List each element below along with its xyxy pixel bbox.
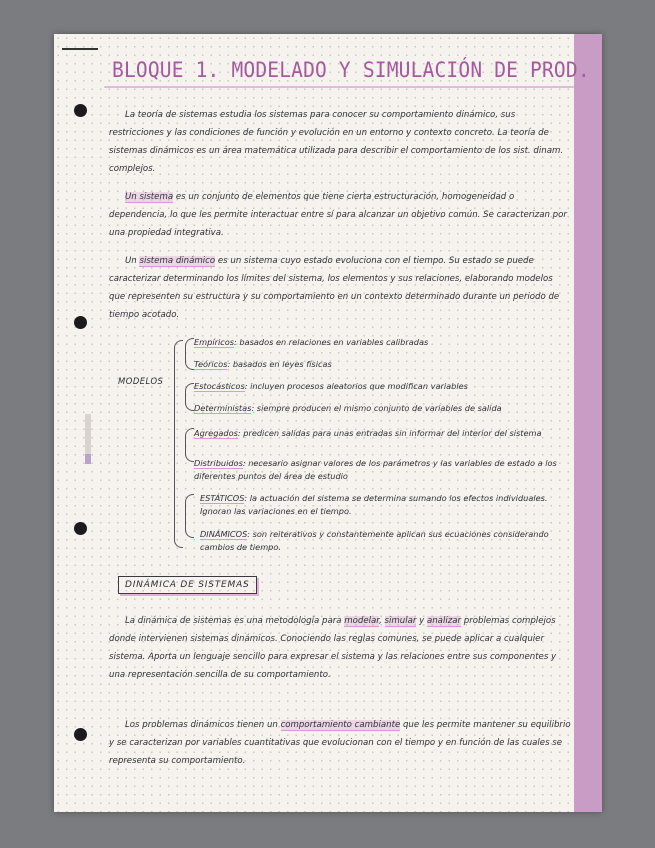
intro-text-2: es un conjunto de elementos que tiene cierta estructuración, homogeneidad o dependencia, lo que les permite interactuar entre sí para alcanzar un objetivo común. Se caracterizan por una propiedad integrativa. [109,192,567,238]
section-paragraph-1 [109,612,571,684]
intro-paragraph-2 [109,188,571,242]
intro-paragraph-3 [109,252,571,324]
term-estocasticos: Estocásticos [194,381,245,391]
section-text-1-rest: problemas complejos donde intervienen sistemas dinámicos. Conociendo las reglas comunes, se puede aplicar a cualquier sistema. Aporta un lenguaje sencillo para expresar el sistema y las relaciones entre sus componentes y una representación sencilla de su comportamiento. [109,616,557,680]
desc-deterministas: : siempre producen el mismo conjunto de variables de salida [251,403,502,413]
intro-text-3-pre: Un [125,256,140,266]
section-text-1-pre: La dinámica de sistemas es una metodología para [125,616,345,626]
intro-text-1: La teoría de sistemas estudia los sistemas para conocer su comportamiento dinámico, sus restricciones y las condiciones de función y evolución en un entorno y contexto concreto. La teoría de sistemas dinámicos es un área matemática utilizada para describir el comportamiento de los sist. dinam. complejos. [109,110,564,174]
desc-teoricos: : basados en leyes físicas [227,359,332,369]
highlight-sistema-dinamico: sistema dinámico [139,256,216,266]
brace-stochastic [185,383,194,411]
section-text-1-sep2: y [416,616,427,626]
desc-distribuidos: : necesario asignar valores de los parámetros y las variables de estado a los diferentes puntos del área de estudio [194,458,557,481]
binder-hole [74,522,87,535]
intro-text-3: es un sistema cuyo estado evoluciona con el tiempo. Su estado se puede caracterizar determinando los límites del sistema, los elementos y sus relaciones, elaborando modelos que representen su estructura y su comportamiento en un contexto determinado durante un periodo de tiempo acotado. [109,256,560,320]
binder-hole [74,316,87,329]
modelos-label: MODELOS [118,376,164,386]
highlight-analizar: analizar [426,616,462,626]
notebook-page [54,34,602,812]
term-agregados: Agregados [194,428,238,438]
desc-empiricos: : basados en relaciones en variables calibradas [234,337,429,347]
page-title: BLOQUE 1. MODELADO Y SIMULACIÓN DE PROD. [112,58,590,82]
highlight-sistema: Un sistema [125,192,174,202]
term-dinamicos: DINÁMICOS [200,529,248,539]
section-heading: DINÁMICA DE SISTEMAS [118,576,257,594]
intro-paragraph-1 [109,106,571,178]
model-estaticos [200,492,574,518]
highlight-comportamiento: comportamiento cambiante [280,720,401,730]
binder-hole [74,728,87,741]
term-distribuidos: Distribuidos [194,458,243,468]
model-empiricos [194,336,574,349]
model-agregados [194,427,574,440]
highlight-simular: simular [384,616,417,626]
model-teoricos [194,358,574,371]
model-deterministas [194,402,574,415]
section-text-2-rest: que les permite mantener su equilibrio y se caracterizan por variables cuantitativas que evolucionan con el tiempo y en función de las cuales se representa su comportamiento. [109,720,571,766]
section-text-2-pre: Los problemas dinámicos tienen un [125,720,281,730]
section-text-1-sep1: , [379,616,385,626]
desc-estocasticos: : incluyen procesos aleatorios que modifican variables [244,381,468,391]
model-distribuidos [194,457,574,483]
brace-empirical [185,338,194,370]
page-tab-mark [85,414,91,454]
section-paragraph-2 [109,716,571,770]
margin-color-strip [574,34,602,812]
desc-agregados: : predicen salidas para unas entradas sin informar del interior del sistema [237,428,542,438]
brace-static [185,494,194,538]
top-margin-line [62,48,98,50]
main-brace [174,340,183,548]
model-dinamicos [200,528,574,554]
term-deterministas: Deterministas [194,403,252,413]
highlight-modelar: modelar [344,616,380,626]
term-empiricos: Empíricos [194,337,235,347]
term-estaticos: ESTÁTICOS [200,493,245,503]
desc-dinamicos: : son reiterativos y constantemente aplican sus ecuaciones considerando cambios de tiempo. [200,529,549,552]
brace-aggregated [185,428,194,462]
model-estocasticos [194,380,574,393]
page-tab-mark-accent [85,454,91,464]
title-underline [104,86,574,88]
binder-hole [74,104,87,117]
term-teoricos: Teóricos [194,359,228,369]
desc-estaticos: : la actuación del sistema se determina sumando los efectos individuales. Ignoran las variaciones en el tiempo. [200,493,548,516]
